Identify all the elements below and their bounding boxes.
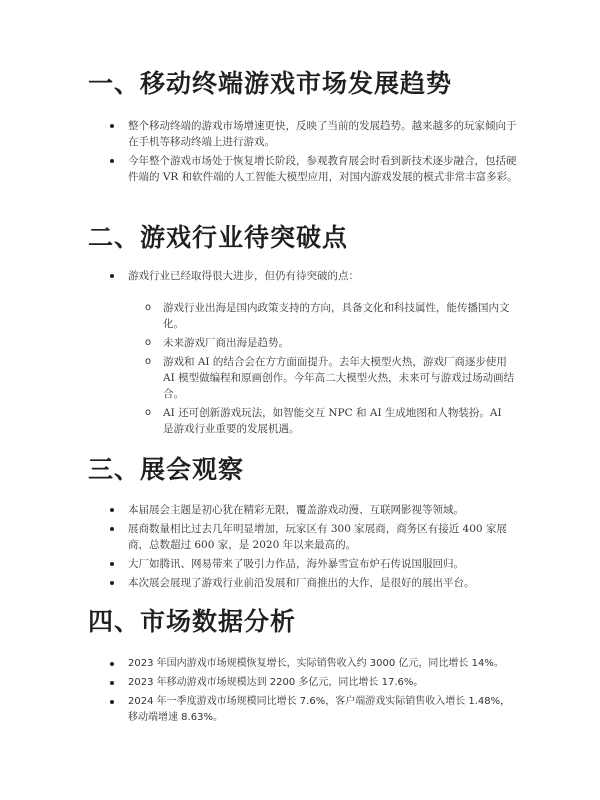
bullet-list-exhibition — [128, 502, 518, 594]
list-item: 本届展会主题是初心犹在精彩无限，覆盖游戏动漫、互联网影视等领域。 — [128, 502, 518, 518]
list-item: 2024 年一季度游戏市场规模同比增长 7.6%，客户端游戏实际销售收入增长 1.48%，移动端增速 8.63%。 — [128, 694, 518, 726]
sub-bullet-list-breakthrough — [163, 300, 515, 440]
sub-list-item: o 未来游戏厂商出海是趋势。 — [163, 335, 515, 351]
section-heading-exhibition: 三、展会观察 — [88, 455, 245, 484]
list-item: 今年整个游戏市场处于恢复增长阶段，参观教育展会时看到新技术逐步融合，包括硬件端的 VR 和软件端的人工智能大模型应用，对国内游戏发展的模式非常丰富多彩。 — [128, 155, 518, 183]
list-item: 大厂如腾讯、网易带来了吸引力作品，海外暴雪宣布炉石传说国服回归。 — [128, 556, 518, 572]
section-heading-market-data: 四、市场数据分析 — [88, 607, 297, 636]
list-item: 整个移动终端的游戏市场增速更快，反映了当前的发展趋势。越来越多的玩家倾向于在手机等移动终端上进行游戏。 — [128, 120, 517, 148]
section-heading-breakthrough: 二、游戏行业待突破点 — [88, 223, 349, 252]
list-item: 展商数量相比过去几年明显增加，玩家区有 300 家展商，商务区有接近 400 家展商，总数超过 600 家，是 2020 年以来最高的。 — [128, 521, 518, 553]
list-item: 本次展会展现了游戏行业前沿发展和厂商推出的大作，是很好的展出平台。 — [128, 575, 518, 591]
bullet-list-market-data — [128, 656, 518, 729]
list-item: 游戏行业已经取得很大进步，但仍有待突破的点： — [128, 268, 518, 284]
sub-list-item: o 游戏和 AI 的结合会在方方面面提升。去年大模型火热，游戏厂商逐步使用 AI 模型做编程和原画创作。今年高二大模型火热，未来可与游戏过场动画结合。 — [163, 354, 515, 402]
sub-list-item: o 游戏行业出海是国内政策支持的方向，具备文化和科技属性，能传播国内文化。 — [163, 300, 515, 332]
section-heading-mobile-trend: 一、移动终端游戏市场发展趋势 — [88, 69, 453, 98]
list-item: 2023 年国内游戏市场规模恢复增长，实际销售收入约 3000 亿元，同比增长 14%。 — [128, 656, 518, 672]
bullet-list-mobile-trend — [128, 118, 518, 188]
bullet-list-breakthrough — [128, 268, 518, 287]
list-item: 2023 年移动游戏市场规模达到 2200 多亿元，同比增长 17.6%。 — [128, 675, 518, 691]
sub-list-item: o AI 还可创新游戏玩法，如智能交互 NPC 和 AI 生成地图和人物装扮。AI 是游戏行业重要的发展机遇。 — [163, 405, 515, 437]
